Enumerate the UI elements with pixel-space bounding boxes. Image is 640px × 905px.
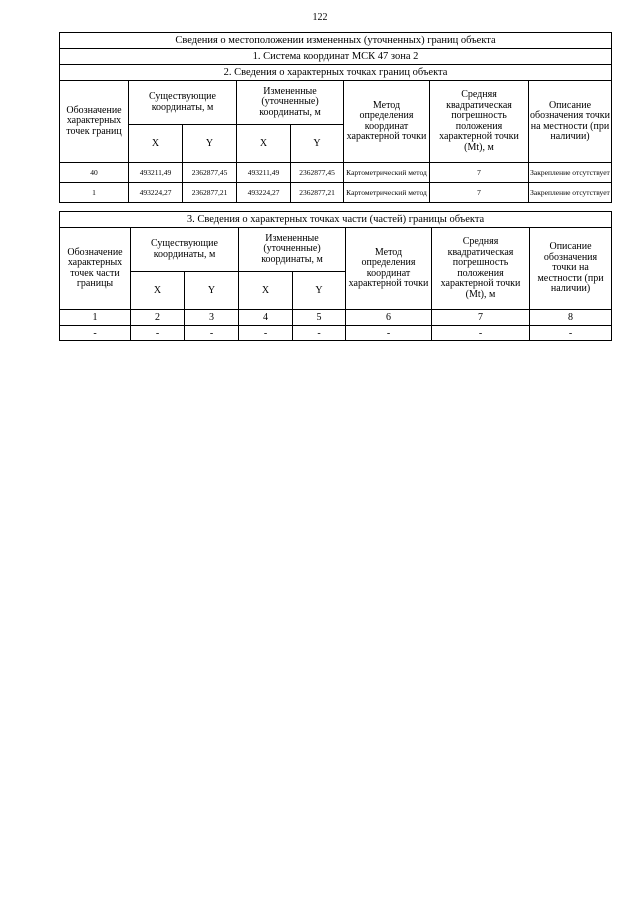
header-changed-x: X [237, 125, 291, 163]
empty-cell: - [293, 326, 346, 341]
header-existing-y: Y [185, 272, 239, 310]
empty-cell: - [432, 326, 530, 341]
header-designation: Обозначение характерных точек части границы [60, 228, 131, 310]
header-method: Метод определения координат характерной точки [344, 81, 430, 163]
header-description: Описание обозначения точки на местности (при наличии) [530, 228, 612, 310]
empty-cell: - [346, 326, 432, 341]
error: 7 [430, 183, 529, 203]
header-existing-coords: Существующие координаты, м [131, 228, 239, 272]
header-changed-coords: Измененные (уточненные) координаты, м [237, 81, 344, 125]
section-3-title: 3. Сведения о характерных точках части (частей) границы объекта [60, 212, 612, 228]
header-error: Средняя квадратическая погрешность положения характерной точки (Mt), м [432, 228, 530, 310]
boundary-part-points-table [59, 211, 612, 341]
table-row [60, 183, 612, 203]
column-number: 8 [530, 310, 612, 326]
column-number: 2 [131, 310, 185, 326]
header-changed-y: Y [293, 272, 346, 310]
page-number: 122 [312, 12, 328, 23]
header-method: Метод определения координат характерной точки [346, 228, 432, 310]
empty-cell: - [60, 326, 131, 341]
header-description: Описание обозначения точки на местности (при наличии) [529, 81, 612, 163]
existing-y: 2362877,45 [183, 163, 237, 183]
changed-y: 2362877,21 [291, 183, 344, 203]
header-changed-y: Y [291, 125, 344, 163]
description: Закрепление отсутствует [529, 183, 612, 203]
changed-x: 493211,49 [237, 163, 291, 183]
column-number: 5 [293, 310, 346, 326]
column-number: 7 [432, 310, 530, 326]
coordinate-system: 1. Система координат МСК 47 зона 2 [60, 49, 612, 65]
header-error: Средняя квадратическая погрешность положения характерной точки (Mt), м [430, 81, 529, 163]
column-number: 6 [346, 310, 432, 326]
column-number: 3 [185, 310, 239, 326]
method: Картометрический метод [344, 183, 430, 203]
header-existing-y: Y [183, 125, 237, 163]
header-existing-coords: Существующие координаты, м [129, 81, 237, 125]
document-title: Сведения о местоположении измененных (уточненных) границ объекта [60, 33, 612, 49]
empty-cell: - [530, 326, 612, 341]
point-number: 40 [60, 163, 129, 183]
header-changed-x: X [239, 272, 293, 310]
boundary-points-table [59, 32, 612, 203]
error: 7 [430, 163, 529, 183]
column-number: 4 [239, 310, 293, 326]
changed-x: 493224,27 [237, 183, 291, 203]
header-existing-x: X [131, 272, 185, 310]
header-existing-x: X [129, 125, 183, 163]
existing-x: 493224,27 [129, 183, 183, 203]
header-designation: Обозначение характерных точек границ [60, 81, 129, 163]
changed-y: 2362877,45 [291, 163, 344, 183]
table-row [60, 163, 612, 183]
point-number: 1 [60, 183, 129, 203]
column-number-row [60, 310, 612, 326]
empty-cell: - [239, 326, 293, 341]
column-number: 1 [60, 310, 131, 326]
description: Закрепление отсутствует [529, 163, 612, 183]
table-row [60, 326, 612, 341]
empty-cell: - [185, 326, 239, 341]
section-2-title: 2. Сведения о характерных точках границ объекта [60, 65, 612, 81]
method: Картометрический метод [344, 163, 430, 183]
empty-cell: - [131, 326, 185, 341]
header-changed-coords: Измененные (уточненные) координаты, м [239, 228, 346, 272]
existing-y: 2362877,21 [183, 183, 237, 203]
existing-x: 493211,49 [129, 163, 183, 183]
